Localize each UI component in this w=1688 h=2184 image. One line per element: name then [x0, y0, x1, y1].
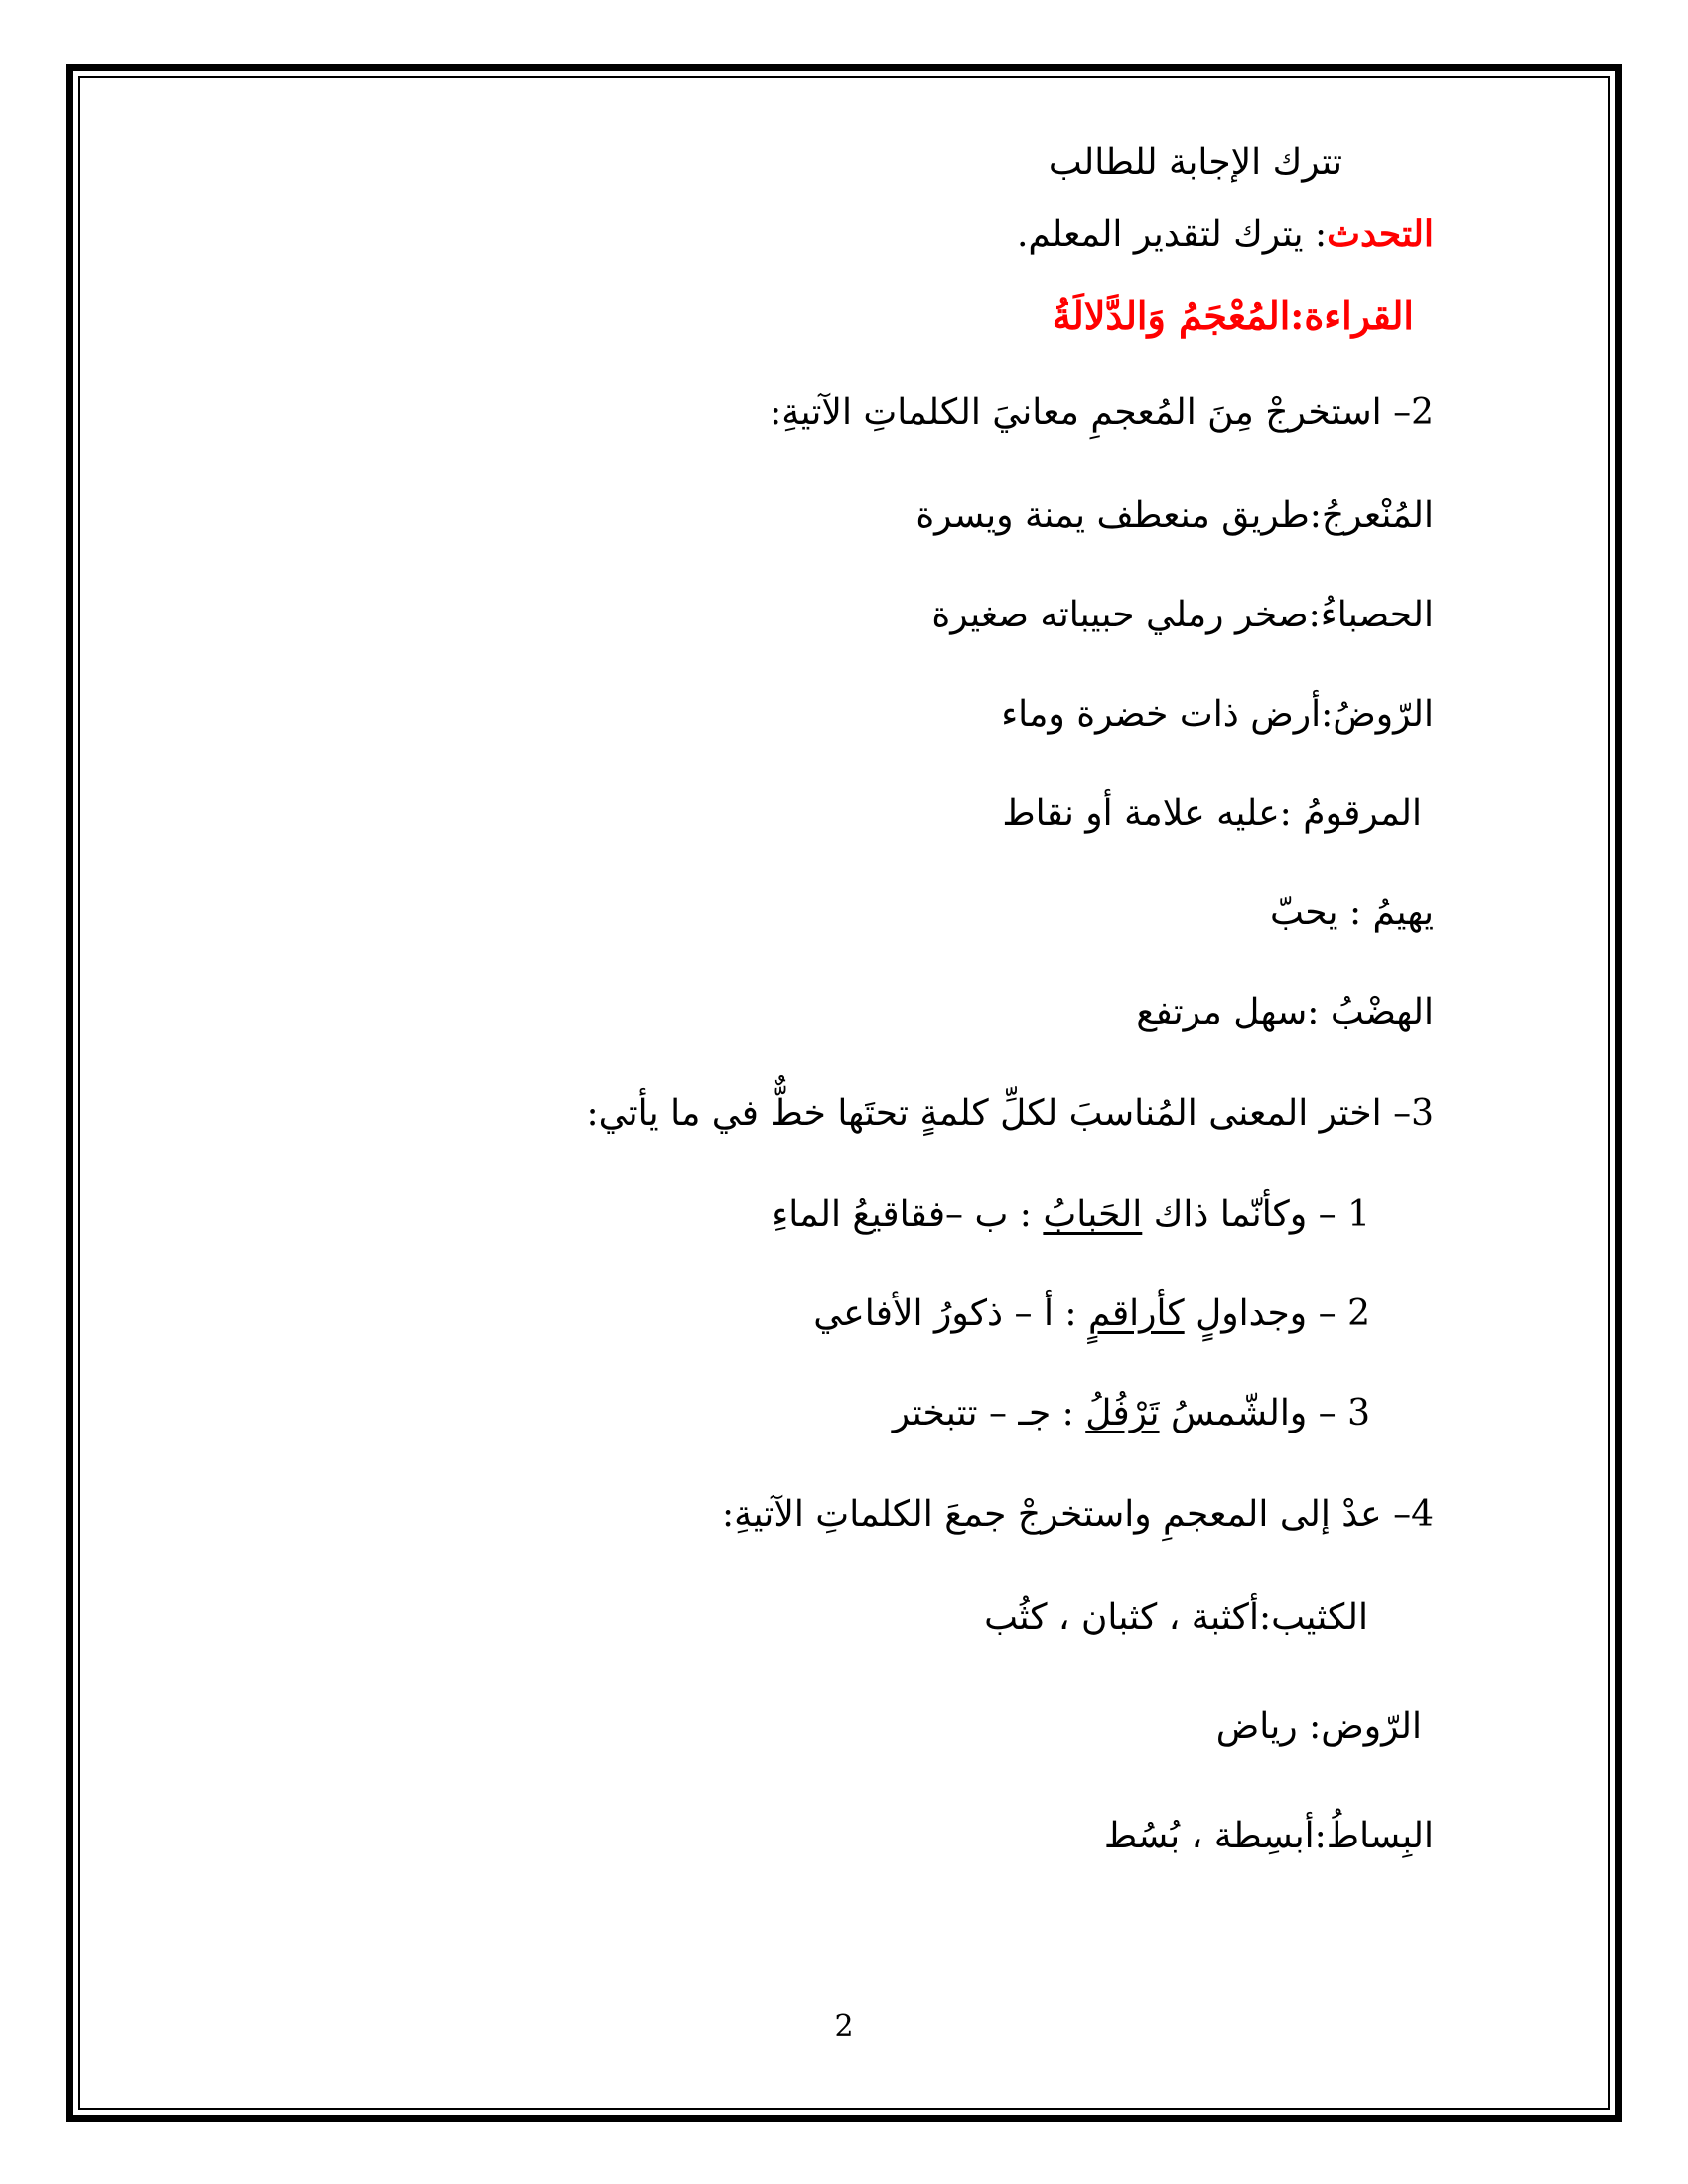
match-1-answer: : ب –فقاقيعُ الماءِ: [772, 1194, 1044, 1235]
meaning-item-6: الهضْبُ :سهل مرتفع: [1136, 992, 1434, 1032]
match-3-underlined-word: تَرْفُلُ: [1085, 1393, 1160, 1433]
reading-title: القراءة:المُعْجَمُ وَالدَّلالَةُ: [1052, 293, 1414, 338]
speaking-colon: :: [1303, 214, 1328, 255]
speaking-line: [1017, 210, 1434, 259]
plural-item-2: الرّوض: رياض: [1215, 1706, 1422, 1747]
match-1-underlined-word: الحَبابُ: [1043, 1194, 1143, 1235]
meaning-item-3: الرّوضُ:أرض ذات خضرة وماء: [1001, 694, 1434, 735]
question-3: 3– اختر المعنى المُناسبَ لكلِّ كلمةٍ تحتَها خطٌّ في ما يأتي:: [586, 1093, 1434, 1134]
match-3-prefix: 3 – والشّمسُ: [1159, 1393, 1370, 1433]
meaning-item-4: المرقومُ :عليه علامة أو نقاط: [1002, 793, 1422, 834]
match-1-prefix: 1 – وكأنّما ذاك: [1142, 1194, 1370, 1235]
match-2-underlined-word: كأراقمٍ: [1088, 1294, 1185, 1334]
match-item-3: [893, 1390, 1370, 1437]
match-item-2: [813, 1291, 1370, 1338]
page-number: 2: [834, 2009, 854, 2044]
plural-item-1: الكثيب:أكثبة ، كثبان ، كثُب: [984, 1597, 1368, 1638]
match-3-answer: : جـ – تتبختر: [892, 1393, 1086, 1433]
answer-note: تترك الإجابة للطالب: [1048, 142, 1342, 183]
speaking-text: يترك لتقدير المعلم.: [1016, 214, 1304, 255]
question-4: 4– عدْ إلى المعجمِ واستخرجْ جمعَ الكلماتِ الآتيةِ:: [722, 1494, 1434, 1535]
match-2-prefix: 2 – وجداولٍ: [1184, 1294, 1370, 1334]
meaning-item-1: المُنْعرجُ:طريق منعطف يمنة ويسرة: [915, 495, 1434, 536]
match-item-1: [772, 1191, 1370, 1239]
meaning-item-2: الحصباءُ:صخر رملي حبيباته صغيرة: [931, 595, 1434, 635]
match-2-answer: : أ – ذكورُ الأفاعي: [813, 1294, 1088, 1334]
meaning-item-5: يهيمُ : يحبّ: [1269, 892, 1434, 933]
question-2: 2– استخرجْ مِنَ المُعجمِ معانيَ الكلماتِ الآتيةِ:: [770, 392, 1434, 433]
plural-item-3: البِساطُ:أبسِطة ، بُسُط: [1103, 1816, 1434, 1856]
speaking-label: التحدث: [1327, 213, 1434, 255]
